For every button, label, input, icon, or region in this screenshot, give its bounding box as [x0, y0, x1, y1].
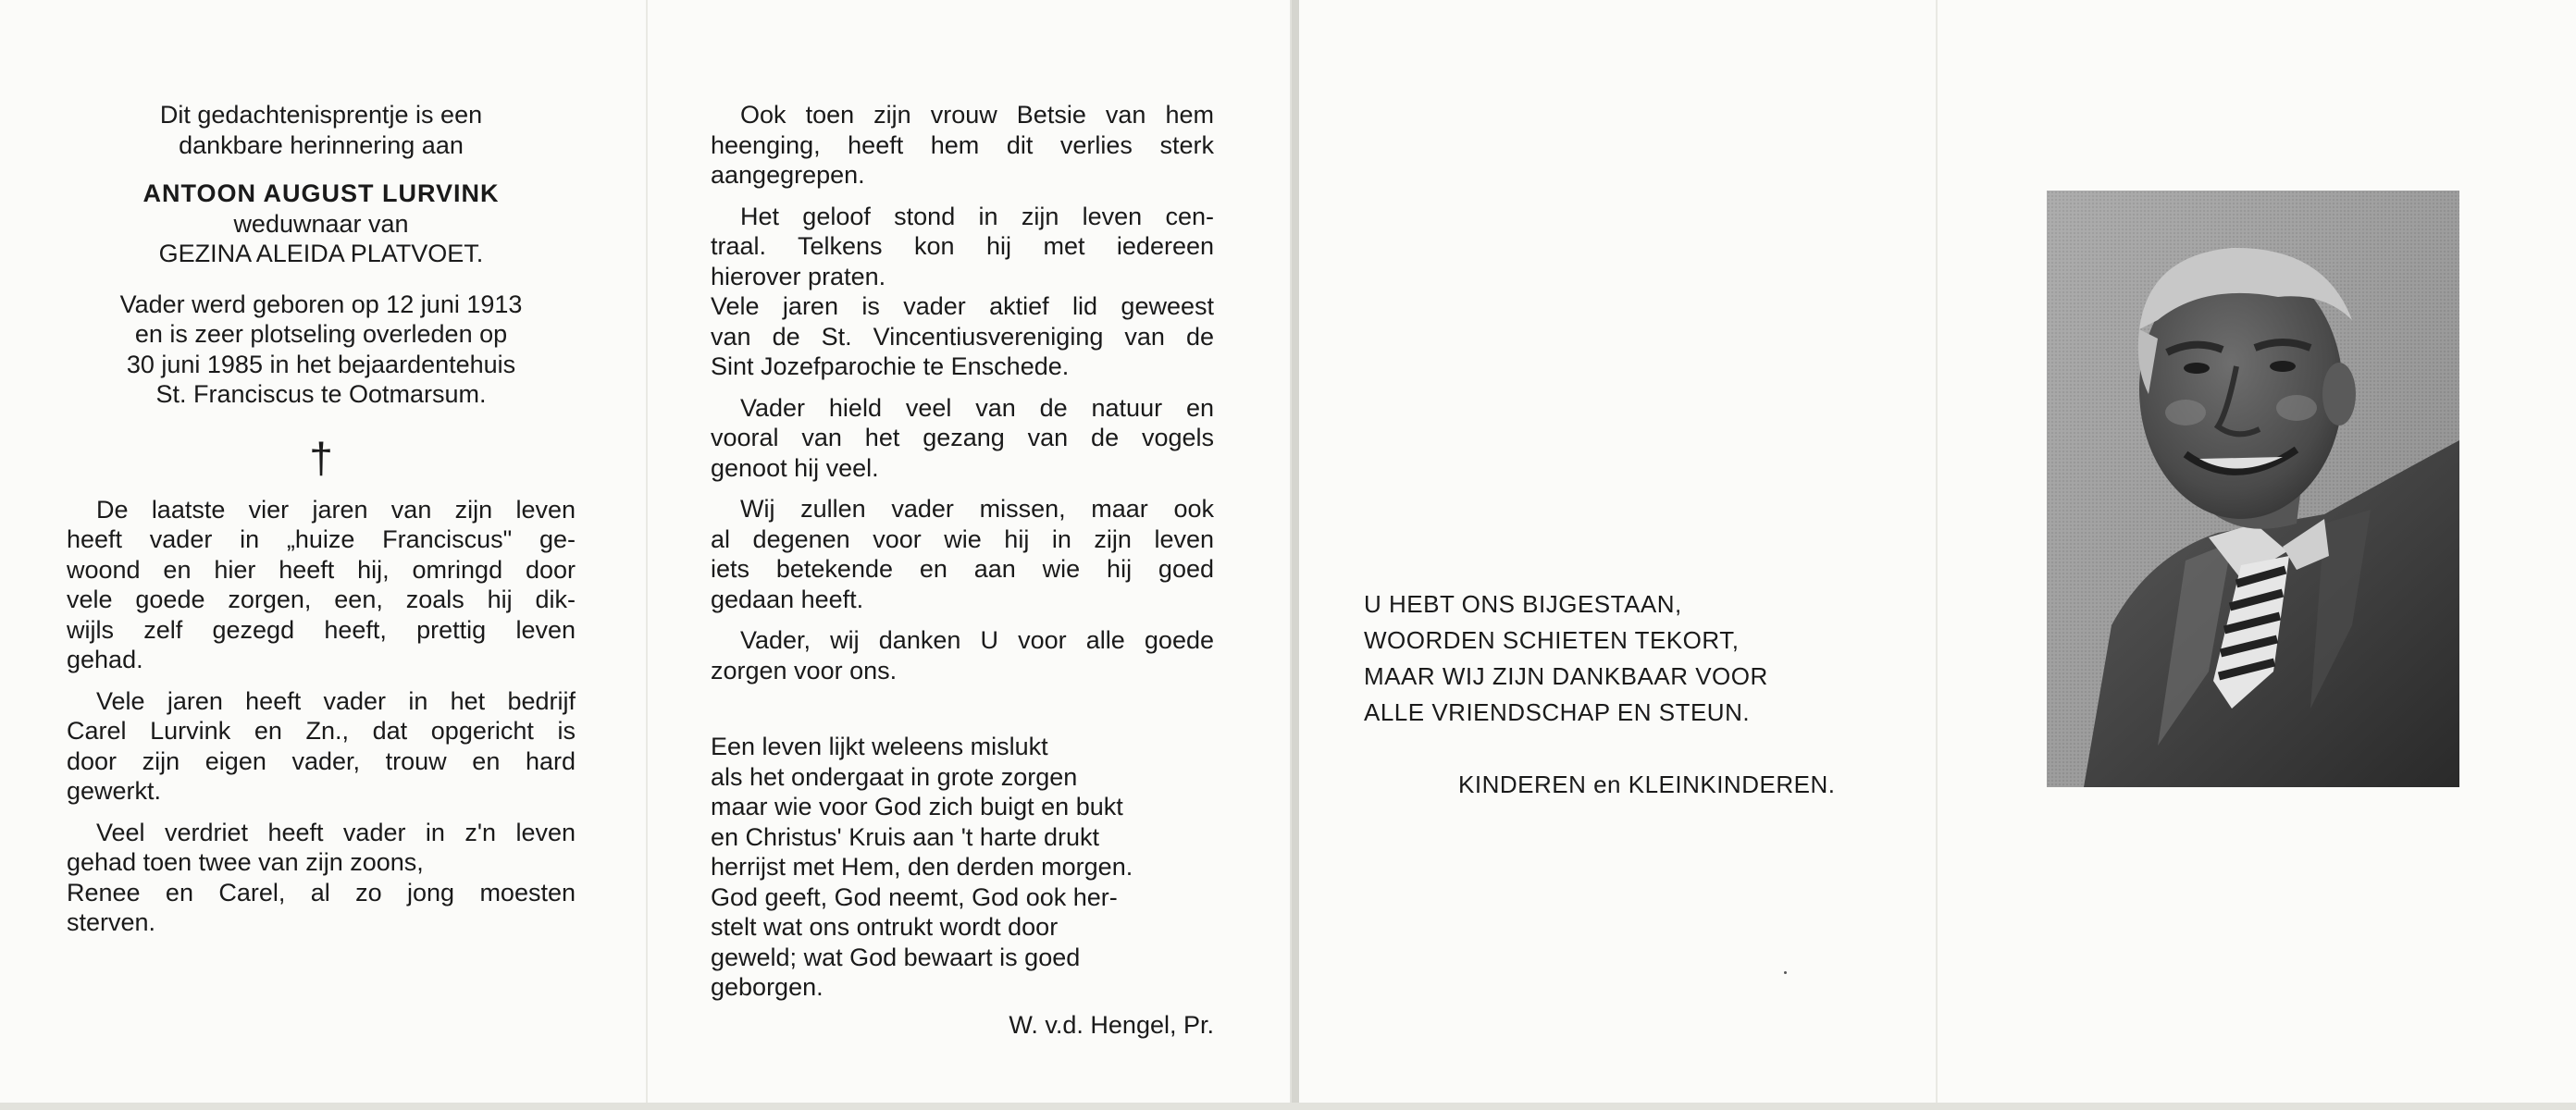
text-line: Vele jaren is vader aktief lid geweest	[711, 292, 1214, 320]
family-signature: KINDEREN en KLEINKINDEREN.	[1458, 771, 1836, 798]
intro-line-2: dankbare herinnering aan	[179, 130, 464, 159]
text-line: Veel verdriet heeft vader in z'n leven	[96, 818, 576, 846]
text-line: hierover praten.	[711, 262, 886, 290]
birth-line: St. Franciscus te Ootmarsum.	[155, 380, 487, 408]
text-line: aangegrepen.	[711, 161, 865, 189]
poem-line: geweld; wat God bewaart is goed	[711, 943, 1081, 971]
paragraph-business	[67, 686, 576, 807]
memorial-text-column-1	[67, 100, 576, 938]
text-line: Renee en Carel, al zo jong moesten	[67, 878, 576, 906]
poem-line: Een leven lijkt weleens mislukt	[711, 733, 1048, 760]
portrait-photo	[2047, 191, 2459, 787]
text-line: vooral van het gezang van de vogels	[711, 424, 1214, 451]
text-line: Vele jaren heeft vader in het bedrijf	[96, 686, 576, 715]
thanks-line: WOORDEN SCHIETEN TEKORT,	[1364, 626, 1740, 654]
poem-signature: W. v.d. Hengel, Pr.	[1009, 1010, 1214, 1039]
left-page-fold-line	[646, 0, 648, 1103]
paragraph-faith	[711, 202, 1214, 382]
text-line: Sint Jozefparochie te Enschede.	[711, 352, 1070, 380]
intro-line-1: Dit gedachtenisprentje is een	[159, 101, 483, 129]
text-line: gewerkt.	[67, 777, 162, 805]
text-line: heeft vader in „huize Franciscus" ge-	[67, 525, 576, 553]
paragraph-thanks	[711, 625, 1214, 685]
thanks-line: MAAR WIJ ZIJN DANKBAAR VOOR	[1364, 662, 1768, 690]
poem-line: stelt wat ons ontrukt wordt door	[711, 913, 1059, 941]
poem	[711, 732, 1214, 1003]
paragraph-miss	[711, 494, 1214, 614]
memorial-text-column-2	[711, 100, 1214, 1040]
text-line: gedaan heeft.	[711, 585, 864, 613]
text-line: van de St. Vincentiusvereniging van de	[711, 322, 1214, 351]
text-line: Wij zullen vader missen, maar ook	[740, 495, 1214, 523]
text-line: zorgen voor ons.	[711, 656, 898, 684]
text-line: De laatste vier jaren van zijn leven	[96, 495, 576, 524]
page-gap	[1292, 0, 1299, 1110]
paragraph-last-years	[67, 495, 576, 675]
poem-line: als het ondergaat in grote zorgen	[711, 762, 1078, 791]
bottom-edge-shadow	[0, 1103, 2576, 1110]
poem-line: maar wie voor God zich buigt en bukt	[711, 793, 1123, 820]
text-line: traal. Telkens kon hij met iedereen	[711, 232, 1214, 260]
text-line: al degenen voor wie hij in zijn leven	[711, 524, 1214, 553]
right-page-fold-line	[1936, 0, 1938, 1103]
thanks-line: ALLE VRIENDSCHAP EN STEUN.	[1364, 698, 1751, 726]
text-line: Vader, wij danken U voor alle goede	[740, 626, 1214, 654]
poem-line: en Christus' Kruis aan 't harte drukt	[711, 822, 1100, 851]
thanks-message	[1364, 586, 1882, 731]
text-line: heenging, heeft hem dit verlies sterk	[711, 130, 1214, 159]
text-line: Carel Lurvink en Zn., dat opgericht is	[67, 717, 576, 745]
poem-line: God geeft, God neemt, God ook her-	[711, 882, 1118, 911]
spouse-name: GEZINA ALEIDA PLATVOET.	[158, 240, 484, 267]
text-line: Ook toen zijn vrouw Betsie van hem	[740, 101, 1214, 129]
text-line: wijls zelf gezegd heeft, prettig leven	[67, 615, 576, 644]
text-line: iets betekende en aan wie hij goed	[711, 555, 1214, 583]
text-line: Vader hield veel van de natuur en	[740, 393, 1214, 422]
print-speck	[1784, 971, 1787, 974]
poem-line: geborgen.	[711, 973, 824, 1001]
poem-line: herrijst met Hem, den derden morgen.	[711, 853, 1133, 881]
text-line: genoot hij veel.	[711, 453, 879, 482]
birth-death-paragraph	[67, 290, 576, 410]
text-line: door zijn eigen vader, trouw en hard	[67, 746, 576, 775]
birth-line: Vader werd geboren op 12 juni 1913	[119, 290, 523, 318]
birth-line: 30 juni 1985 in het bejaardentehuis	[126, 350, 516, 378]
paragraph-nature	[711, 393, 1214, 484]
birth-line: en is zeer plotseling overleden op	[134, 320, 508, 348]
text-line: sterven.	[67, 908, 156, 936]
paragraph-wife	[711, 100, 1214, 191]
text-line: vele goede zorgen, een, zoals hij dik-	[67, 586, 576, 613]
widower-label: weduwnaar van	[233, 209, 409, 238]
text-line: Het geloof stond in zijn leven cen-	[740, 202, 1214, 230]
text-line: gehad.	[67, 646, 143, 673]
thanks-line: U HEBT ONS BIJGESTAAN,	[1364, 590, 1682, 618]
deceased-name: ANTOON AUGUST LURVINK	[142, 179, 500, 207]
paragraph-sorrow	[67, 818, 576, 938]
text-line: gehad toen twee van zijn zoons,	[67, 848, 424, 876]
cross-icon: †	[309, 433, 333, 482]
text-line: woond en hier heeft hij, omringd door	[67, 555, 576, 584]
